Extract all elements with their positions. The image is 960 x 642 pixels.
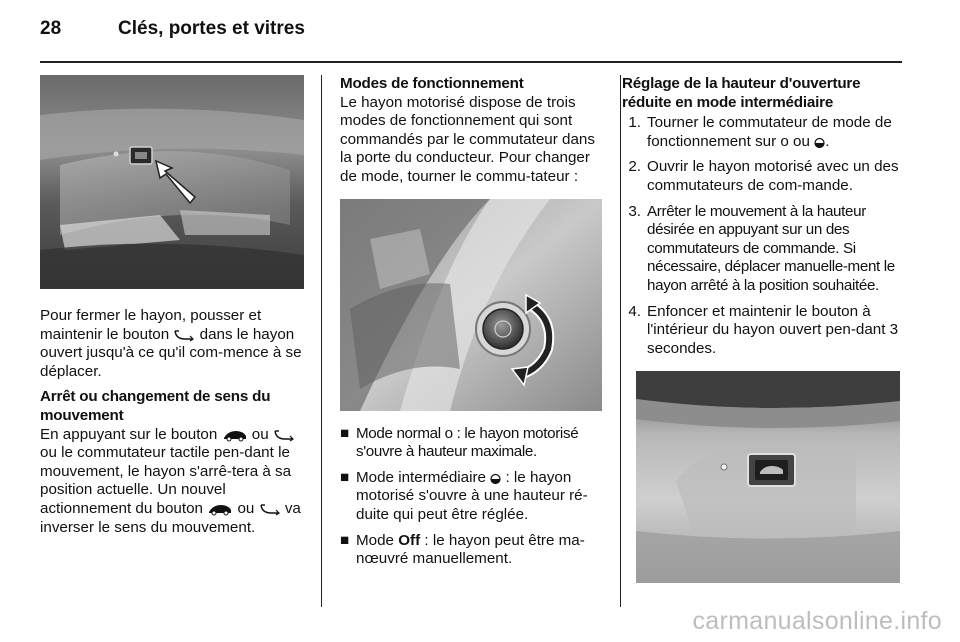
watermark: carmanualsonline.info <box>692 607 942 635</box>
step-number: 1. <box>628 114 641 132</box>
step-number: 2. <box>628 158 641 176</box>
step-number: 4. <box>628 302 641 320</box>
mode-switch-photo <box>340 199 602 411</box>
paragraph-close-b: dans le hayon ouvert jusqu'à ce qu'il com-mence à se déplacer. <box>40 325 302 380</box>
list-item <box>622 158 902 195</box>
heading-modes: Modes de fonctionnement <box>340 75 524 92</box>
mode-off-b: : le hayon peut être ma-nœuvré manuellement. <box>356 531 585 568</box>
heading-stop-reverse: Arrêt ou changement de sens du mouvement <box>40 388 271 424</box>
paragraph-stop-b: ou <box>251 425 269 443</box>
tailgate-icon <box>207 502 233 516</box>
tailgate-close-icon <box>273 428 295 442</box>
list-item <box>622 203 902 296</box>
mode-off-a: Mode <box>356 531 394 549</box>
paragraph-stop-a: En appuyant sur le bouton <box>40 425 218 443</box>
tailgate-close-icon <box>173 328 195 342</box>
page-header <box>40 18 305 48</box>
middle-column <box>340 75 602 576</box>
right-column <box>622 75 902 583</box>
step-1-a: Tourner le commutateur de mode de fonctionnement sur o ou <box>647 114 892 150</box>
list-item <box>622 303 902 359</box>
modes-intro: Le hayon motorisé dispose de trois modes de fonctionnement qui sont commandés par le commutateur dans la porte du conducteur. Pour changer de mode, tourner le commu-tateur : <box>340 93 595 185</box>
section-title: Clés, portes et vitres <box>118 18 305 39</box>
paragraph-stop-e: va inverser le sens du mouvement. <box>40 499 301 536</box>
column-divider <box>620 75 621 607</box>
step-3: Arrêter le mouvement à la hauteur désirée en appuyant sur un des commutateurs de commande. Si nécessaire, déplacer manuelle-ment le hayon arrêté à la position souhaitée. <box>647 202 895 294</box>
paragraph-close-a: Pour fermer le hayon, pousser et maintenir le bouton <box>40 307 262 343</box>
bullet-mark: ■ <box>340 531 350 549</box>
list-item <box>622 114 902 151</box>
step-4: Enfoncer et maintenir le bouton à l'intérieur du hayon ouvert pen-dant 3 secondes. <box>647 302 899 357</box>
tailgate-button-photo <box>40 75 304 289</box>
tailgate-close-icon <box>259 502 281 516</box>
mode-normal: Mode normal o : le hayon motorisé s'ouvre à hauteur maximale. <box>356 424 579 461</box>
bullet-mark: ■ <box>340 468 350 486</box>
step-1-b: . <box>825 132 830 150</box>
tailgate-icon <box>222 428 248 442</box>
header-rule <box>40 61 902 63</box>
list-item <box>340 469 602 525</box>
half-circle-icon <box>814 137 825 149</box>
step-2: Ouvrir le hayon motorisé avec un des commutateurs de com-mande. <box>647 158 899 194</box>
paragraph-stop-c: ou le commutateur tactile pen-dant le mouvement, le hayon s'arrê-tera à sa position actuelle. Un nouvel actionnement du bouton <box>40 444 292 517</box>
left-column <box>40 75 306 544</box>
heading-adjust-height: Réglage de la hauteur d'ouverture réduite en mode intermédiaire <box>622 75 861 111</box>
half-circle-icon <box>490 473 501 485</box>
bullet-mark: ■ <box>340 424 350 442</box>
mode-intermediate-b: : le hayon motorisé s'ouvre à une hauteur ré-duite qui peut être réglée. <box>356 468 588 523</box>
paragraph-stop-d: ou <box>237 499 255 517</box>
list-item <box>340 425 602 462</box>
tailgate-interior-button-photo <box>636 371 900 583</box>
column-divider <box>321 75 322 607</box>
list-item <box>340 532 602 569</box>
step-number: 3. <box>628 202 641 220</box>
page-number: 28 <box>40 18 62 39</box>
mode-off-label: Off <box>398 531 421 549</box>
mode-intermediate-a: Mode intermédiaire <box>356 468 486 486</box>
